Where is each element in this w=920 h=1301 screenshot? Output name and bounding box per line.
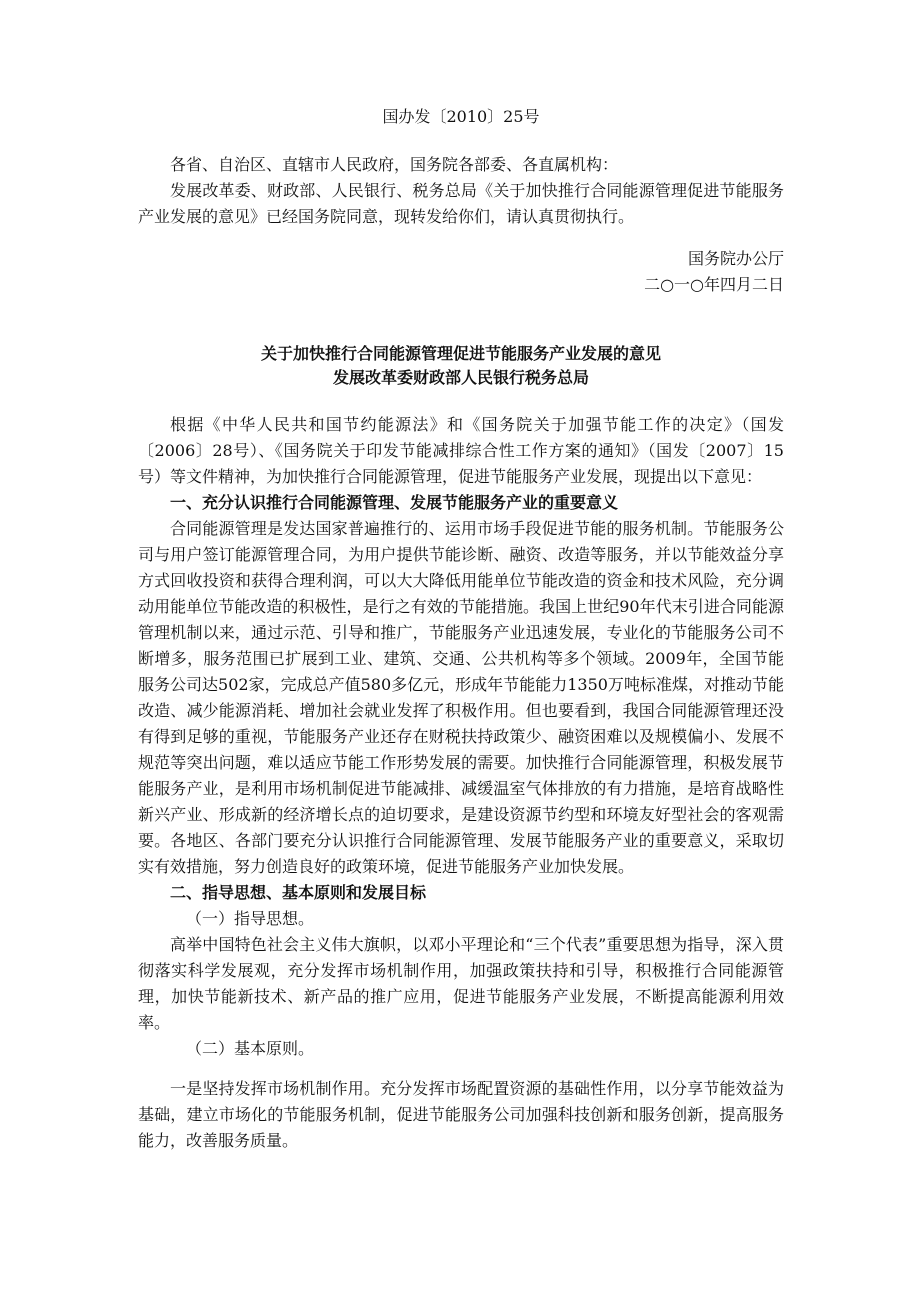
section-1-heading: 一、充分认识推行合同能源管理、发展节能服务产业的重要意义 <box>170 493 619 512</box>
issue-date: 二○一○年四月二日 <box>644 275 784 294</box>
opinion-issuers: 发展改革委财政部人民银行税务总局 <box>332 368 589 387</box>
subsection-2-body: 一是坚持发挥市场机制作用。充分发挥市场配置资源的基础性作用，以分享节能效益为基础，建立市场化的节能服务机制，促进节能服务公司加强科技创新和服务创新，提高服务能力，改善服务质量。 <box>138 1079 784 1150</box>
signature-block <box>138 246 784 298</box>
subsection-1-heading: （一）指导思想。 <box>186 909 315 928</box>
subsection-1-body: 高举中国特色社会主义伟大旗帜，以邓小平理论和“三个代表”重要思想为指导，深入贯彻落实科学发展观，充分发挥市场机制作用，加强政策扶持和引导，积极推行合同能源管理，加快节能新技术、新产品的推广应用，促进节能服务产业发展，不断提高能源利用效率。 <box>138 935 784 1032</box>
notice-addressee: 各省、自治区、直辖市人民政府，国务院各部委、各直属机构： <box>170 155 619 174</box>
signer: 国务院办公厅 <box>687 249 784 268</box>
document-number: 国办发〔2010〕25号 <box>382 107 540 126</box>
section-2-heading: 二、指导思想、基本原则和发展目标 <box>170 883 427 902</box>
subsection-2-heading: （二）基本原则。 <box>186 1039 315 1058</box>
notice-body: 发展改革委、财政部、人民银行、税务总局《关于加快推行合同能源管理促进节能服务产业发展的意见》已经国务院同意，现转发给你们，请认真贯彻执行。 <box>138 181 784 226</box>
opinion-title-block <box>138 342 784 390</box>
opinion-title: 关于加快推行合同能源管理促进节能服务产业发展的意见 <box>260 344 661 363</box>
spacer <box>138 1062 784 1076</box>
section-1-body: 合同能源管理是发达国家普遍推行的、运用市场手段促进节能的服务机制。节能服务公司与用户签订能源管理合同，为用户提供节能诊断、融资、改造等服务，并以节能效益分享方式回收投资和获得合理利润，可以大大降低用能单位节能改造的资金和技术风险，充分调动用能单位节能改造的积极性，是行之有效的节能措施。我国上世纪90年代末引进合同能源管理机制以来，通过示范、引导和推广，节能服务产业迅速发展，专业化的节能服务公司不断增多，服务范围已扩展到工业、建筑、交通、公共机构等多个领域。2009年，全国节能服务公司达502家，完成总产值580多亿元，形成年节能能力1350万吨标准煤，对推动节能改造、减少能源消耗、增加社会就业发挥了积极作用。但也要看到，我国合同能源管理还没有得到足够的重视，节能服务产业还存在财税扶持政策少、融资困难以及规模偏小、发展不规范等突出问题，难以适应节能工作形势发展的需要。加快推行合同能源管理，积极发展节能服务产业，是利用市场机制促进节能减排、减缓温室气体排放的有力措施，是培育战略性新兴产业、形成新的经济增长点的迫切要求，是建设资源节约型和环境友好型社会的客观需要。各地区、各部门要充分认识推行合同能源管理、发展节能服务产业的重要意义，采取切实有效措施，努力创造良好的政策环境，促进节能服务产业加快发展。 <box>138 519 784 876</box>
document-page <box>138 104 784 1154</box>
opinion-intro: 根据《中华人民共和国节约能源法》和《国务院关于加强节能工作的决定》（国发〔2006〕28号）、《国务院关于印发节能减排综合性工作方案的通知》（国发〔2007〕15号）等文件精神，为加快推行合同能源管理，促进节能服务产业发展，现提出以下意见： <box>138 415 784 486</box>
